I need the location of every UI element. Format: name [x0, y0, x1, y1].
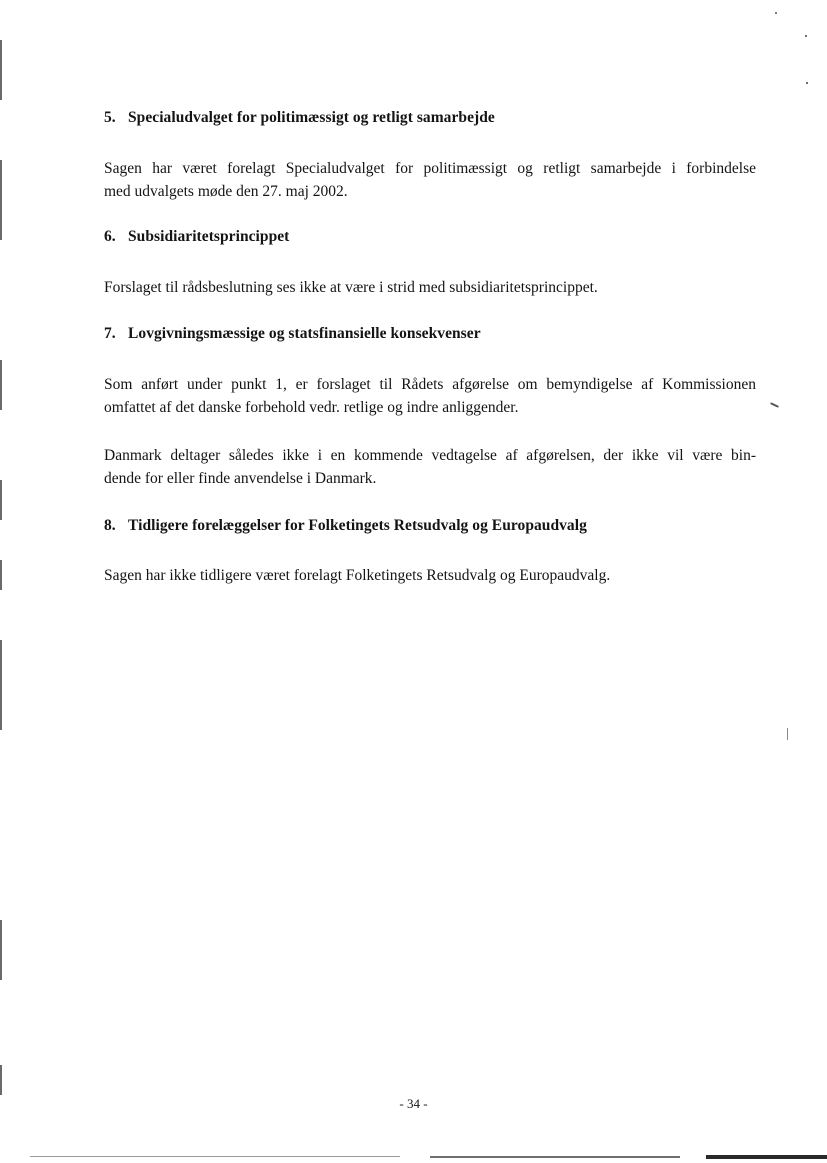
section-title: Specialudvalget for politimæssigt og retligt samarbejde	[128, 109, 495, 126]
paragraph-line: Forslaget til rådsbeslutning ses ikke at være i strid med subsidiaritetsprincippet.	[104, 279, 598, 296]
scan-edge-mark	[0, 360, 2, 410]
paragraph-line: dende for eller finde anvendelse i Danmark.	[104, 470, 377, 487]
scan-speck	[787, 728, 788, 740]
scan-edge-mark	[0, 1065, 2, 1095]
section-5-paragraph-1	[104, 157, 756, 203]
section-number: 6.	[104, 228, 116, 245]
paragraph-line: Sagen har ikke tidligere været forelagt Folketingets Retsudvalg og Europaudvalg.	[104, 567, 611, 584]
paragraph-line: omfattet af det danske forbehold vedr. retlige og indre anliggender.	[104, 399, 519, 416]
section-number: 5.	[104, 109, 116, 126]
scan-edge-mark	[0, 640, 2, 730]
section-8-heading	[104, 517, 587, 535]
scan-edge-mark	[0, 920, 2, 980]
paragraph-line: med udvalgets møde den 27. maj 2002.	[104, 183, 348, 200]
scan-edge-mark	[0, 560, 2, 590]
paragraph-line: Sagen har været forelagt Specialudvalget for politimæssigt og retligt samarbejde i forbindelse	[104, 160, 756, 177]
section-7-heading	[104, 325, 481, 343]
scan-edge-mark	[0, 480, 2, 520]
section-7-paragraph-2	[104, 444, 756, 490]
scan-bottom-line	[706, 1155, 827, 1159]
section-8-paragraph-1	[104, 564, 610, 587]
scan-edge-mark	[0, 160, 2, 240]
section-title: Tidligere forelæggelser for Folketingets Retsudvalg og Europaudvalg	[128, 517, 587, 534]
section-title: Subsidiaritetsprincippet	[128, 228, 290, 245]
scan-speck	[775, 12, 777, 14]
section-5-heading	[104, 109, 495, 127]
section-number: 8.	[104, 517, 116, 534]
scan-bottom-line	[430, 1156, 680, 1158]
page-number: - 34 -	[399, 1096, 428, 1111]
section-title: Lovgivningsmæssige og statsfinansielle konsekvenser	[128, 325, 481, 342]
scan-speck	[805, 35, 807, 37]
scan-bottom-line	[30, 1156, 400, 1157]
section-7-paragraph-1	[104, 373, 756, 419]
scan-edge-mark	[0, 40, 2, 100]
scan-speck	[770, 402, 779, 408]
section-6-heading	[104, 228, 289, 246]
paragraph-line: Som anført under punkt 1, er forslaget til Rådets afgørelse om bemyndigelse af Kommissionen	[104, 376, 756, 393]
section-6-paragraph-1	[104, 276, 598, 299]
section-number: 7.	[104, 325, 116, 342]
paragraph-line: Danmark deltager således ikke i en kommende vedtagelse af afgørelsen, der ikke vil være bin-	[104, 447, 756, 464]
scan-speck	[806, 82, 808, 84]
